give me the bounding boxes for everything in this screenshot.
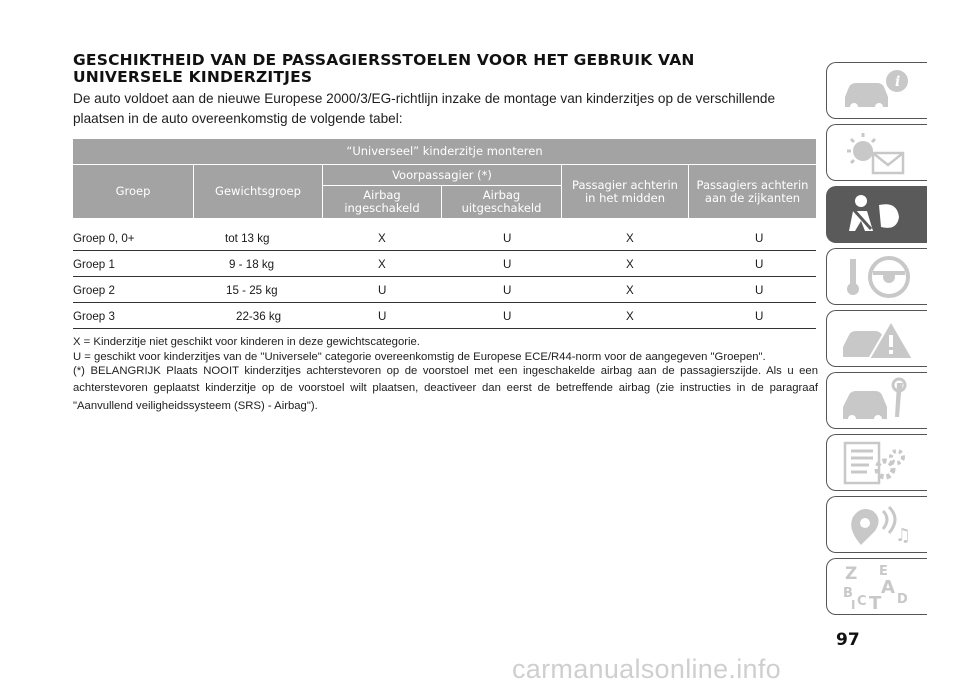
cell-weight: 9 - 18 kg — [229, 258, 275, 271]
cell-group: Groep 3 — [73, 310, 115, 323]
cell-airbag-on: X — [378, 232, 386, 245]
note-warning: (*) BELANGRIJK Plaats NOOIT kinderzitjes achterstevoren op de voorstoel met een ingeschakelde airbag aan de passagierszijde. Als u een achterstevoren geplaatst kinderzitje op de voorstoel wilt plaatsen, deactiveer dan eerst de betreffende airbag (zie instructies in de paragraaf "Aanvullend veiligheidssysteem (SRS) - Airbag"). — [73, 365, 818, 412]
section-title — [73, 52, 813, 86]
index-icon — [839, 563, 919, 611]
cell-airbag-on: U — [378, 310, 387, 323]
cell-group: Groep 2 — [73, 284, 115, 297]
table-row — [73, 226, 816, 251]
header-rear-middle: Passagier achterin in het midden — [562, 165, 688, 218]
table-caption: “Universeel” kinderzitje monteren — [73, 139, 816, 164]
index-letter: D — [897, 592, 908, 607]
header-airbag-on: Airbag ingeschakeld — [323, 186, 441, 218]
header-front-passenger: Voorpassagier (*) — [323, 165, 561, 185]
car-info-icon — [839, 67, 919, 115]
cell-rear-sides: U — [755, 310, 764, 323]
cell-group: Groep 1 — [73, 258, 115, 271]
warning-lights-icon — [839, 129, 919, 177]
tab-maintenance[interactable] — [826, 372, 927, 429]
cell-airbag-on: X — [378, 258, 386, 271]
index-letter: I — [851, 598, 856, 611]
tab-key-steering[interactable] — [826, 248, 927, 305]
index-letter: A — [881, 577, 895, 598]
cell-airbag-off: U — [503, 232, 512, 245]
index-letter: B — [843, 586, 853, 601]
index-letter: T — [869, 593, 882, 611]
tab-index[interactable] — [826, 558, 927, 615]
page-number: 97 — [836, 630, 860, 650]
cell-airbag-on: U — [378, 284, 387, 297]
header-rear-sides: Passagiers achterin aan de zijkanten — [689, 165, 816, 218]
note-x: X = Kinderzitje niet geschikt voor kinderen in deze gewichtscategorie. — [73, 336, 420, 348]
cell-weight: 15 - 25 kg — [226, 284, 278, 297]
header-airbag-off: Airbag uitgeschakeld — [442, 186, 561, 218]
multimedia-icon — [839, 501, 919, 549]
header-weight: Gewichtsgroep — [194, 165, 322, 218]
tab-multimedia[interactable] — [826, 496, 927, 553]
cell-rear-middle: X — [626, 258, 634, 271]
tab-seat-safety[interactable] — [826, 186, 927, 243]
technical-data-icon — [839, 439, 919, 487]
seat-safety-icon — [839, 191, 919, 239]
cell-airbag-off: U — [503, 284, 512, 297]
svg-text:♫: ♫ — [895, 525, 912, 546]
header-group: Groep — [73, 165, 193, 218]
index-letter: C — [857, 594, 867, 609]
cell-rear-sides: U — [755, 284, 764, 297]
cell-rear-sides: U — [755, 258, 764, 271]
cell-weight: tot 13 kg — [225, 232, 270, 245]
section-title-line1: GESCHIKTHEID VAN DE PASSAGIERSSTOELEN VOOR HET GEBRUIK VAN — [73, 51, 695, 69]
cell-weight: 22-36 kg — [236, 310, 282, 323]
tab-warning-lights[interactable] — [826, 124, 927, 181]
table-notes — [73, 335, 818, 415]
table-row — [73, 278, 816, 303]
emergency-icon — [839, 315, 919, 363]
watermark: carmanualsonline.info — [512, 654, 781, 684]
index-letter: E — [879, 564, 888, 579]
intro-paragraph: De auto voldoet aan de nieuwe Europese 2000/3/EG-richtlijn inzake de montage van kinderzitjes op de verschillende plaatsen in de auto overeenkomstig de volgende tabel: — [73, 91, 776, 126]
cell-rear-sides: U — [755, 232, 764, 245]
key-steering-icon — [839, 253, 919, 301]
cell-rear-middle: X — [626, 284, 634, 297]
cell-rear-middle: X — [626, 310, 634, 323]
table-row — [73, 304, 816, 329]
note-u: U = geschikt voor kinderzitjes van de "Universele" categorie overeenkomstig de Europese ECE/R44-norm voor de aangegeven "Groepen". — [73, 350, 766, 363]
tab-emergency[interactable] — [826, 310, 927, 367]
cell-rear-middle: X — [626, 232, 634, 245]
svg-text:i: i — [895, 74, 901, 90]
tab-technical-data[interactable] — [826, 434, 927, 491]
cell-airbag-off: U — [503, 310, 512, 323]
section-title-line2: UNIVERSELE KINDERZITJES — [73, 68, 313, 86]
index-letter: Z — [845, 564, 858, 584]
maintenance-icon — [839, 377, 919, 425]
table-row — [73, 252, 816, 277]
cell-airbag-off: U — [503, 258, 512, 271]
cell-group: Groep 0, 0+ — [73, 232, 135, 245]
tab-car-info[interactable] — [826, 62, 927, 119]
